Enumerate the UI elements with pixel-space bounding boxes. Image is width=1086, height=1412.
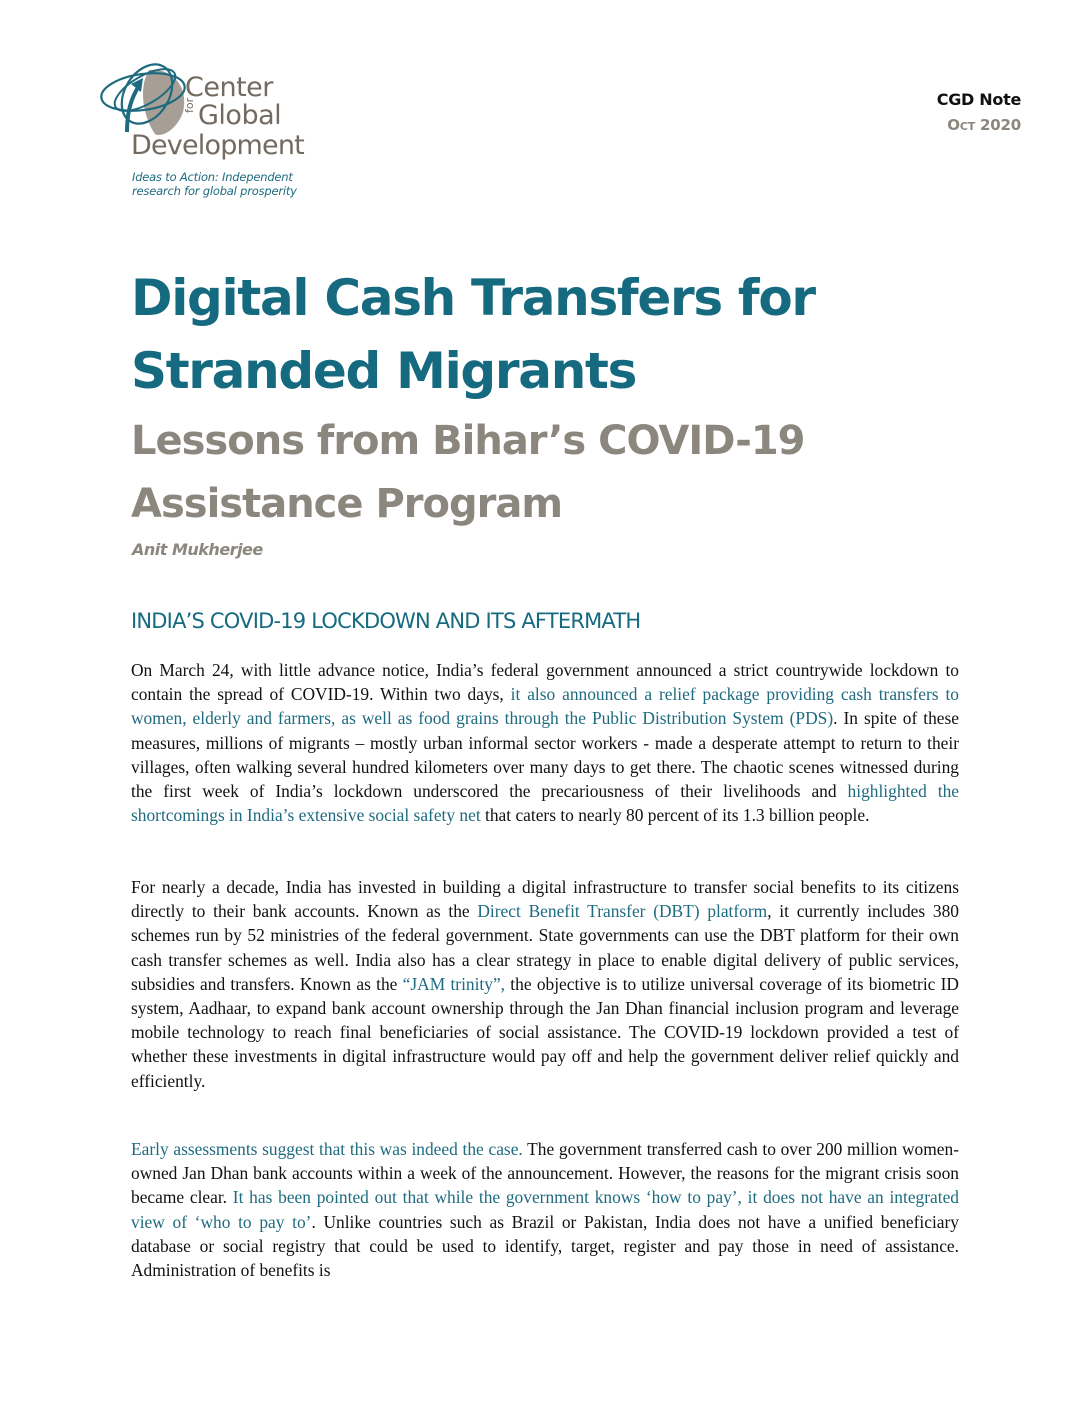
link-safety-net-shortcomings[interactable]: highlighted the shortcomings in India’s extensive social safety net	[131, 781, 959, 826]
section-heading: INDIA’S COVID-19 LOCKDOWN AND ITS AFTERMATH	[131, 609, 641, 633]
text-segment: On March 24, with little advance notice, India’s federal government announced a strict countrywide lockdown to contain the spread of COVID-19. Within two days,	[131, 660, 959, 705]
logo-text-global: Global	[198, 100, 282, 131]
paragraph-3	[131, 1137, 959, 1282]
publication-date: Oct 2020	[947, 116, 1021, 134]
document-title: Digital Cash Transfers for Stranded Migrants	[131, 269, 815, 400]
link-early-assessments[interactable]: Early assessments suggest that this was indeed the case.	[131, 1139, 523, 1159]
text-segment: . Unlike countries such as Brazil or Pakistan, India does not have a unified beneficiary database or social registry that could be used to identify, target, register and pay those in need of assistance. Administration of benefits is	[131, 1211, 959, 1281]
link-dbt-platform[interactable]: Direct Benefit Transfer (DBT) platform	[477, 901, 768, 922]
text-segment: . In spite of these measures, millions of migrants – mostly urban informal sector workers - made a desperate attempt to return to their villages, often walking several hundred kilometers over many days to get there. The chaotic scenes witnessed during the first week of India’s lockdown underscored the precariousness of their livelihoods and	[131, 708, 959, 802]
link-jam-trinity[interactable]: “JAM trinity”,	[402, 973, 506, 994]
text-segment: The government transferred cash to over 200 million women-owned Jan Dhan bank accounts within a week of the announcement. However, the reasons for the migrant crisis soon became clear.	[131, 1139, 959, 1208]
series-label: CGD Note	[936, 90, 1021, 109]
logo-text-center: Center	[185, 72, 273, 103]
document-subtitle: Lessons from Bihar’s COVID-19 Assistance Program	[131, 418, 805, 527]
logo-text-development: Development	[131, 130, 304, 161]
logo-text-for: for	[183, 97, 196, 113]
text-segment: For nearly a decade, India has invested in building a digital infrastructure to transfer social benefits to its citizens directly to their bank accounts. Known as the	[131, 877, 959, 922]
author-name: Anit Mukherjee	[132, 540, 263, 559]
text-segment: the objective is to utilize universal coverage of its biometric ID system, Aadhaar, to expand bank account ownership through the Jan Dhan financial inclusion program and leverage mobile technology to reach final beneficiaries of social assistance. The COVID-19 lockdown provided a test of whether these investments in digital infrastructure would pay off and help the government deliver relief quickly and efficiently.	[131, 973, 959, 1091]
tagline-line-1: Ideas to Action: Independent	[132, 170, 293, 184]
paragraph-2	[131, 875, 959, 1093]
text-segment: that caters to nearly 80 percent of its 1.3 billion people.	[480, 805, 870, 826]
cgd-logo	[97, 60, 337, 210]
text-segment: , it currently includes 380 schemes run by 52 ministries of the federal government. State governments can use the DBT platform for their own cash transfer schemes as well. India also has a clear strategy in place to enable digital delivery of public services, subsidies and transfers. Known as the	[131, 901, 959, 994]
paragraph-1	[131, 658, 959, 827]
link-who-to-pay[interactable]: It has been pointed out that while the government knows ‘how to pay’, it does not have an integrated view of ‘who to pay to’	[131, 1187, 959, 1232]
link-relief-package[interactable]: it also announced a relief package providing cash transfers to women, elderly and farmers, as well as food grains through the Public Distribution System (PDS)	[131, 684, 959, 729]
tagline-line-2: research for global prosperity	[132, 184, 297, 198]
logo-tagline	[132, 170, 297, 198]
